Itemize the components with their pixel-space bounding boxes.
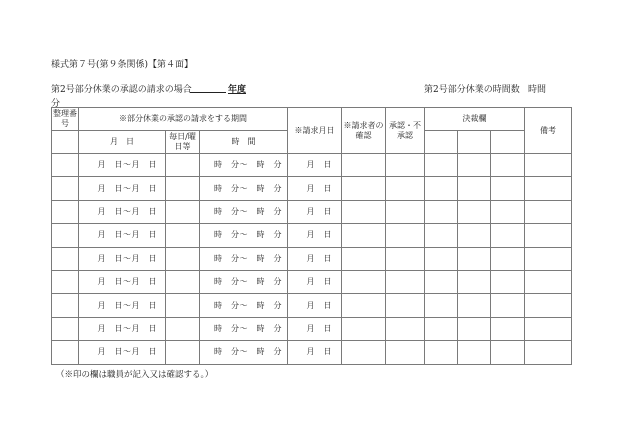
approval-cell[interactable] bbox=[386, 317, 425, 340]
decision-cell-1[interactable] bbox=[425, 200, 458, 223]
table-row bbox=[52, 294, 572, 317]
header-time: 時 間 bbox=[200, 131, 288, 154]
weekday-cell[interactable] bbox=[166, 177, 200, 200]
request-date-cell[interactable]: 月 日 bbox=[288, 177, 342, 200]
decision-cell-3[interactable] bbox=[491, 317, 525, 340]
date-range-cell[interactable]: 月 日～月 日 bbox=[79, 270, 166, 293]
decision-cell-1[interactable] bbox=[425, 247, 458, 270]
weekday-cell[interactable] bbox=[166, 294, 200, 317]
weekday-cell[interactable] bbox=[166, 154, 200, 177]
decision-cell-2[interactable] bbox=[458, 294, 491, 317]
decision-cell-3[interactable] bbox=[491, 294, 525, 317]
date-range-cell[interactable]: 月 日～月 日 bbox=[79, 154, 166, 177]
decision-cell-3[interactable] bbox=[491, 177, 525, 200]
leave-request-table bbox=[51, 107, 572, 365]
row-number-cell[interactable] bbox=[52, 177, 79, 200]
row-number-cell[interactable] bbox=[52, 341, 79, 364]
decision-cell-2[interactable] bbox=[458, 270, 491, 293]
request-date-cell[interactable]: 月 日 bbox=[288, 270, 342, 293]
decision-cell-1[interactable] bbox=[425, 341, 458, 364]
requester-confirm-cell[interactable] bbox=[342, 177, 386, 200]
time-range-cell[interactable]: 時 分～ 時 分 bbox=[200, 224, 288, 247]
header-decision: 決裁欄 bbox=[425, 108, 525, 131]
requester-confirm-cell[interactable] bbox=[342, 224, 386, 247]
weekday-cell[interactable] bbox=[166, 247, 200, 270]
minutes-unit: 分 bbox=[51, 99, 61, 109]
time-range-cell[interactable]: 時 分～ 時 分 bbox=[200, 247, 288, 270]
decision-cell-2[interactable] bbox=[458, 154, 491, 177]
approval-cell[interactable] bbox=[386, 224, 425, 247]
header-decision-1 bbox=[425, 131, 458, 154]
time-range-cell[interactable]: 時 分～ 時 分 bbox=[200, 177, 288, 200]
decision-cell-2[interactable] bbox=[458, 247, 491, 270]
decision-cell-2[interactable] bbox=[458, 341, 491, 364]
remarks-cell[interactable] bbox=[525, 317, 572, 340]
approval-cell[interactable] bbox=[386, 154, 425, 177]
requester-confirm-cell[interactable] bbox=[342, 294, 386, 317]
weekday-cell[interactable] bbox=[166, 224, 200, 247]
table-row bbox=[52, 247, 572, 270]
requester-confirm-cell[interactable] bbox=[342, 317, 386, 340]
header-requester-confirm: ※請求者の確認 bbox=[342, 108, 386, 154]
approval-cell[interactable] bbox=[386, 247, 425, 270]
header-number: 整理番号 bbox=[52, 108, 79, 131]
decision-cell-3[interactable] bbox=[491, 154, 525, 177]
approval-cell[interactable] bbox=[386, 200, 425, 223]
time-range-cell[interactable]: 時 分～ 時 分 bbox=[200, 200, 288, 223]
date-range-cell[interactable]: 月 日～月 日 bbox=[79, 317, 166, 340]
request-date-cell[interactable]: 月 日 bbox=[288, 224, 342, 247]
requester-confirm-cell[interactable] bbox=[342, 270, 386, 293]
row-number-cell[interactable] bbox=[52, 200, 79, 223]
requester-confirm-cell[interactable] bbox=[342, 154, 386, 177]
request-date-cell[interactable]: 月 日 bbox=[288, 154, 342, 177]
decision-cell-1[interactable] bbox=[425, 224, 458, 247]
time-range-cell[interactable]: 時 分～ 時 分 bbox=[200, 270, 288, 293]
remarks-cell[interactable] bbox=[525, 270, 572, 293]
decision-cell-2[interactable] bbox=[458, 177, 491, 200]
table-row bbox=[52, 317, 572, 340]
request-date-cell[interactable]: 月 日 bbox=[288, 200, 342, 223]
approval-cell[interactable] bbox=[386, 177, 425, 200]
remarks-cell[interactable] bbox=[525, 224, 572, 247]
table-row bbox=[52, 224, 572, 247]
row-number-cell[interactable] bbox=[52, 294, 79, 317]
header-approval: 承認・不承認 bbox=[386, 108, 425, 154]
fiscal-year-blank[interactable] bbox=[190, 82, 226, 93]
header-daily-weekday: 毎日/曜日等 bbox=[166, 131, 200, 154]
date-range-cell[interactable]: 月 日～月 日 bbox=[79, 294, 166, 317]
header-remarks: 備考 bbox=[525, 108, 572, 154]
decision-cell-1[interactable] bbox=[425, 270, 458, 293]
request-date-cell[interactable]: 月 日 bbox=[288, 317, 342, 340]
table-row bbox=[52, 154, 572, 177]
footer-note: （※印の欄は職員が記入又は確認する。） bbox=[56, 370, 214, 380]
remarks-cell[interactable] bbox=[525, 154, 572, 177]
remarks-cell[interactable] bbox=[525, 247, 572, 270]
date-range-cell[interactable]: 月 日～月 日 bbox=[79, 224, 166, 247]
decision-cell-2[interactable] bbox=[458, 317, 491, 340]
header-decision-2 bbox=[458, 131, 491, 154]
requester-confirm-cell[interactable] bbox=[342, 200, 386, 223]
approval-cell[interactable] bbox=[386, 294, 425, 317]
remarks-cell[interactable] bbox=[525, 341, 572, 364]
row-number-cell[interactable] bbox=[52, 224, 79, 247]
fiscal-year-label: 年度 bbox=[228, 85, 247, 95]
decision-cell-3[interactable] bbox=[491, 200, 525, 223]
table-row bbox=[52, 177, 572, 200]
table-row bbox=[52, 341, 572, 364]
table-row bbox=[52, 200, 572, 223]
remarks-cell[interactable] bbox=[525, 177, 572, 200]
table-row bbox=[52, 270, 572, 293]
time-range-cell[interactable]: 時 分～ 時 分 bbox=[200, 341, 288, 364]
requester-confirm-cell[interactable] bbox=[342, 341, 386, 364]
form-title: 様式第７号(第９条関係)【第４面】 bbox=[51, 60, 194, 70]
time-range-cell[interactable]: 時 分～ 時 分 bbox=[200, 154, 288, 177]
approval-cell[interactable] bbox=[386, 341, 425, 364]
date-range-cell[interactable]: 月 日～月 日 bbox=[79, 200, 166, 223]
weekday-cell[interactable] bbox=[166, 200, 200, 223]
decision-cell-2[interactable] bbox=[458, 200, 491, 223]
header-decision-3 bbox=[491, 131, 525, 154]
date-range-cell[interactable]: 月 日～月 日 bbox=[79, 247, 166, 270]
period-label: 第2号部分休業の承認の請求の場合 bbox=[51, 85, 192, 95]
hours-count-label: 第2号部分休業の時間数 bbox=[424, 85, 520, 95]
header-number-blank bbox=[52, 131, 79, 154]
header-month-day: 月 日 bbox=[79, 131, 166, 154]
decision-cell-3[interactable] bbox=[491, 341, 525, 364]
remarks-cell[interactable] bbox=[525, 200, 572, 223]
decision-cell-1[interactable] bbox=[425, 317, 458, 340]
time-range-cell[interactable]: 時 分～ 時 分 bbox=[200, 294, 288, 317]
decision-cell-2[interactable] bbox=[458, 224, 491, 247]
weekday-cell[interactable] bbox=[166, 270, 200, 293]
row-number-cell[interactable] bbox=[52, 317, 79, 340]
row-number-cell[interactable] bbox=[52, 247, 79, 270]
row-number-cell[interactable] bbox=[52, 270, 79, 293]
time-range-cell[interactable]: 時 分～ 時 分 bbox=[200, 317, 288, 340]
header-period-group: ※部分休業の承認の請求をする期間 bbox=[79, 108, 288, 131]
row-number-cell[interactable] bbox=[52, 154, 79, 177]
decision-cell-1[interactable] bbox=[425, 294, 458, 317]
remarks-cell[interactable] bbox=[525, 294, 572, 317]
header-request-date: ※請求月日 bbox=[288, 108, 342, 154]
hours-unit: 時間 bbox=[528, 85, 547, 95]
date-range-cell[interactable]: 月 日～月 日 bbox=[79, 341, 166, 364]
weekday-cell[interactable] bbox=[166, 341, 200, 364]
approval-cell[interactable] bbox=[386, 270, 425, 293]
request-date-cell[interactable]: 月 日 bbox=[288, 294, 342, 317]
decision-cell-1[interactable] bbox=[425, 177, 458, 200]
decision-cell-3[interactable] bbox=[491, 270, 525, 293]
weekday-cell[interactable] bbox=[166, 317, 200, 340]
decision-cell-3[interactable] bbox=[491, 224, 525, 247]
request-date-cell[interactable]: 月 日 bbox=[288, 247, 342, 270]
request-date-cell[interactable]: 月 日 bbox=[288, 341, 342, 364]
decision-cell-3[interactable] bbox=[491, 247, 525, 270]
decision-cell-1[interactable] bbox=[425, 154, 458, 177]
date-range-cell[interactable]: 月 日～月 日 bbox=[79, 177, 166, 200]
requester-confirm-cell[interactable] bbox=[342, 247, 386, 270]
